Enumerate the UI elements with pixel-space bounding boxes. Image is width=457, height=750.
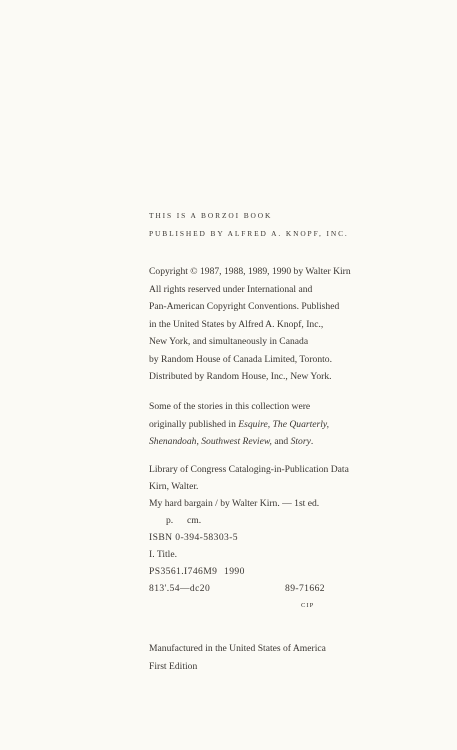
magazine-name: Shenandoah (149, 436, 197, 447)
cip-lc-class: PS3561.I746M9 (149, 566, 218, 577)
copyright-line: in the United States by Alfred A. Knopf, Inc., (149, 318, 324, 330)
period: . (310, 436, 314, 447)
magazine-names: Esquire, The Quarterly, (238, 418, 330, 430)
copyright-line: Distributed by Random House, Inc., New York. (149, 371, 332, 382)
cip-label: CIP (301, 602, 315, 609)
cip-lc-year: 1990 (224, 566, 245, 577)
cip-isbn: ISBN 0-394-58303-5 (149, 532, 239, 543)
stories-line (149, 433, 439, 451)
stories-prefix: originally published in (149, 418, 239, 430)
copyright-line: Pan-American Copyright Conventions. Published (149, 301, 340, 312)
manufacture-note (149, 640, 439, 675)
cip-author: Kirn, Walter. (149, 481, 199, 492)
copyright-notice (149, 263, 439, 386)
prior-publication-note (149, 398, 439, 451)
magazine-name: Story (290, 436, 311, 447)
cip-size: cm. (187, 515, 202, 526)
published-by-line: PUBLISHED BY ALFRED A. KNOPF, INC. (149, 229, 349, 238)
conjunction: and (271, 436, 291, 447)
cip-dewey: 813'.54—dc20 (149, 583, 211, 594)
cip-data-block (149, 461, 439, 614)
borzoi-book-line: THIS IS A BORZOI BOOK (149, 211, 273, 220)
cip-pages: p. (166, 515, 174, 526)
separator: , (196, 436, 202, 447)
publisher-block (149, 207, 439, 243)
manufactured-line: Manufactured in the United States of America (149, 643, 326, 654)
copyright-line: by Random House of Canada Limited, Toronto. (149, 353, 333, 365)
copyright-line: Copyright © 1987, 1988, 1989, 1990 by Walter Kirn (149, 266, 351, 277)
copyright-line: New York, and simultaneously in Canada (149, 336, 309, 347)
magazine-name: Southwest Review, (201, 436, 272, 447)
stories-line: Some of the stories in this collection were (149, 401, 311, 412)
cip-heading: Library of Congress Cataloging-in-Publication Data (149, 464, 349, 475)
cip-lccn: 89-71662 (285, 583, 325, 594)
copyright-line: All rights reserved under International and (149, 283, 313, 295)
edition-line: First Edition (149, 660, 198, 672)
cip-subject: I. Title. (149, 549, 177, 560)
stories-line (149, 416, 439, 434)
cip-title: My hard bargain / by Walter Kirn. — 1st ed. (149, 498, 320, 509)
